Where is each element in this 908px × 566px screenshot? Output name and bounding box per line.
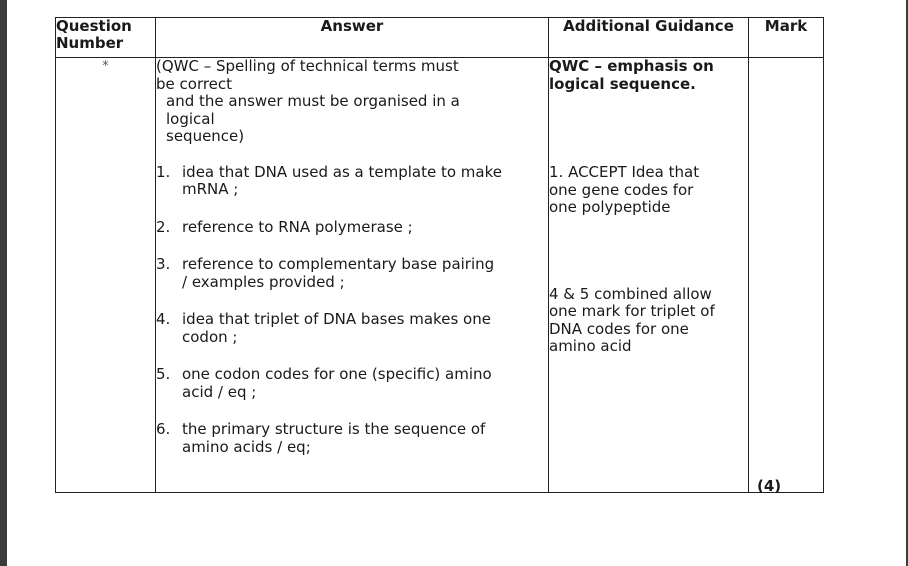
point-text: idea that triplet of DNA bases makes one codon ;: [182, 310, 491, 346]
point-text: reference to RNA polymerase ;: [182, 217, 413, 236]
marking-points-list: [156, 164, 548, 457]
marking-point: [156, 366, 548, 401]
question-marker: *: [56, 58, 156, 493]
marking-point: [156, 421, 548, 456]
guidance-note-line: one mark for triplet of: [549, 302, 715, 320]
guidance-note-line: one polypeptide: [549, 198, 671, 216]
point-number: 5.: [156, 365, 171, 383]
mark-header: Mark: [749, 18, 824, 58]
marking-point: [156, 164, 548, 199]
guidance-cell: [549, 58, 749, 493]
marking-point: [156, 311, 548, 346]
guidance-qwc: [549, 58, 748, 93]
guidance-note-line: DNA codes for one: [549, 319, 689, 338]
guidance-note-line: amino acid: [549, 337, 632, 355]
guidance-note-2: [549, 286, 748, 356]
point-text: the primary structure is the sequence of amino acids / eq;: [182, 420, 486, 456]
guidance-note-line: 1. ACCEPT Idea that: [549, 163, 700, 181]
mark-scheme-table: [55, 17, 824, 493]
point-text: one codon codes for one (specific) amino acid / eq ;: [182, 365, 492, 401]
qwc-intro-line: logical: [166, 109, 215, 128]
qwc-intro-line: and the answer must be organised in a: [166, 92, 460, 110]
mark-cell: [749, 58, 824, 493]
guidance-note-line: one gene codes for: [549, 180, 694, 199]
point-number: 3.: [156, 255, 171, 273]
guidance-note-1: [549, 164, 748, 217]
point-text: reference to complementary base pairing / examples provided ;: [182, 255, 495, 291]
point-number: 1.: [156, 162, 171, 181]
additional-guidance-header: Additional Guidance: [549, 18, 749, 58]
marking-point: [156, 219, 548, 237]
answer-cell: [156, 58, 549, 493]
qwc-intro-line: (QWC – Spelling of technical terms must: [156, 57, 459, 75]
point-number: 6.: [156, 420, 171, 438]
point-number: 4.: [156, 310, 171, 328]
viewer-left-border: [0, 0, 7, 566]
question-number-header: Question Number: [56, 18, 156, 58]
guidance-qwc-line: logical sequence.: [549, 74, 696, 93]
guidance-qwc-line: QWC – emphasis on: [549, 57, 714, 75]
header-row: [56, 18, 824, 58]
answer-row: [56, 58, 824, 493]
qwc-intro-line: be correct: [156, 74, 233, 93]
mark-value: (4): [757, 476, 782, 495]
guidance-note-line: 4 & 5 combined allow: [549, 284, 712, 303]
point-number: 2.: [156, 217, 171, 236]
qwc-intro: [156, 58, 548, 146]
qwc-intro-line: sequence): [166, 127, 245, 145]
marking-point: [156, 256, 548, 291]
point-text: idea that DNA used as a template to make mRNA ;: [182, 162, 502, 198]
answer-header: Answer: [156, 18, 549, 58]
